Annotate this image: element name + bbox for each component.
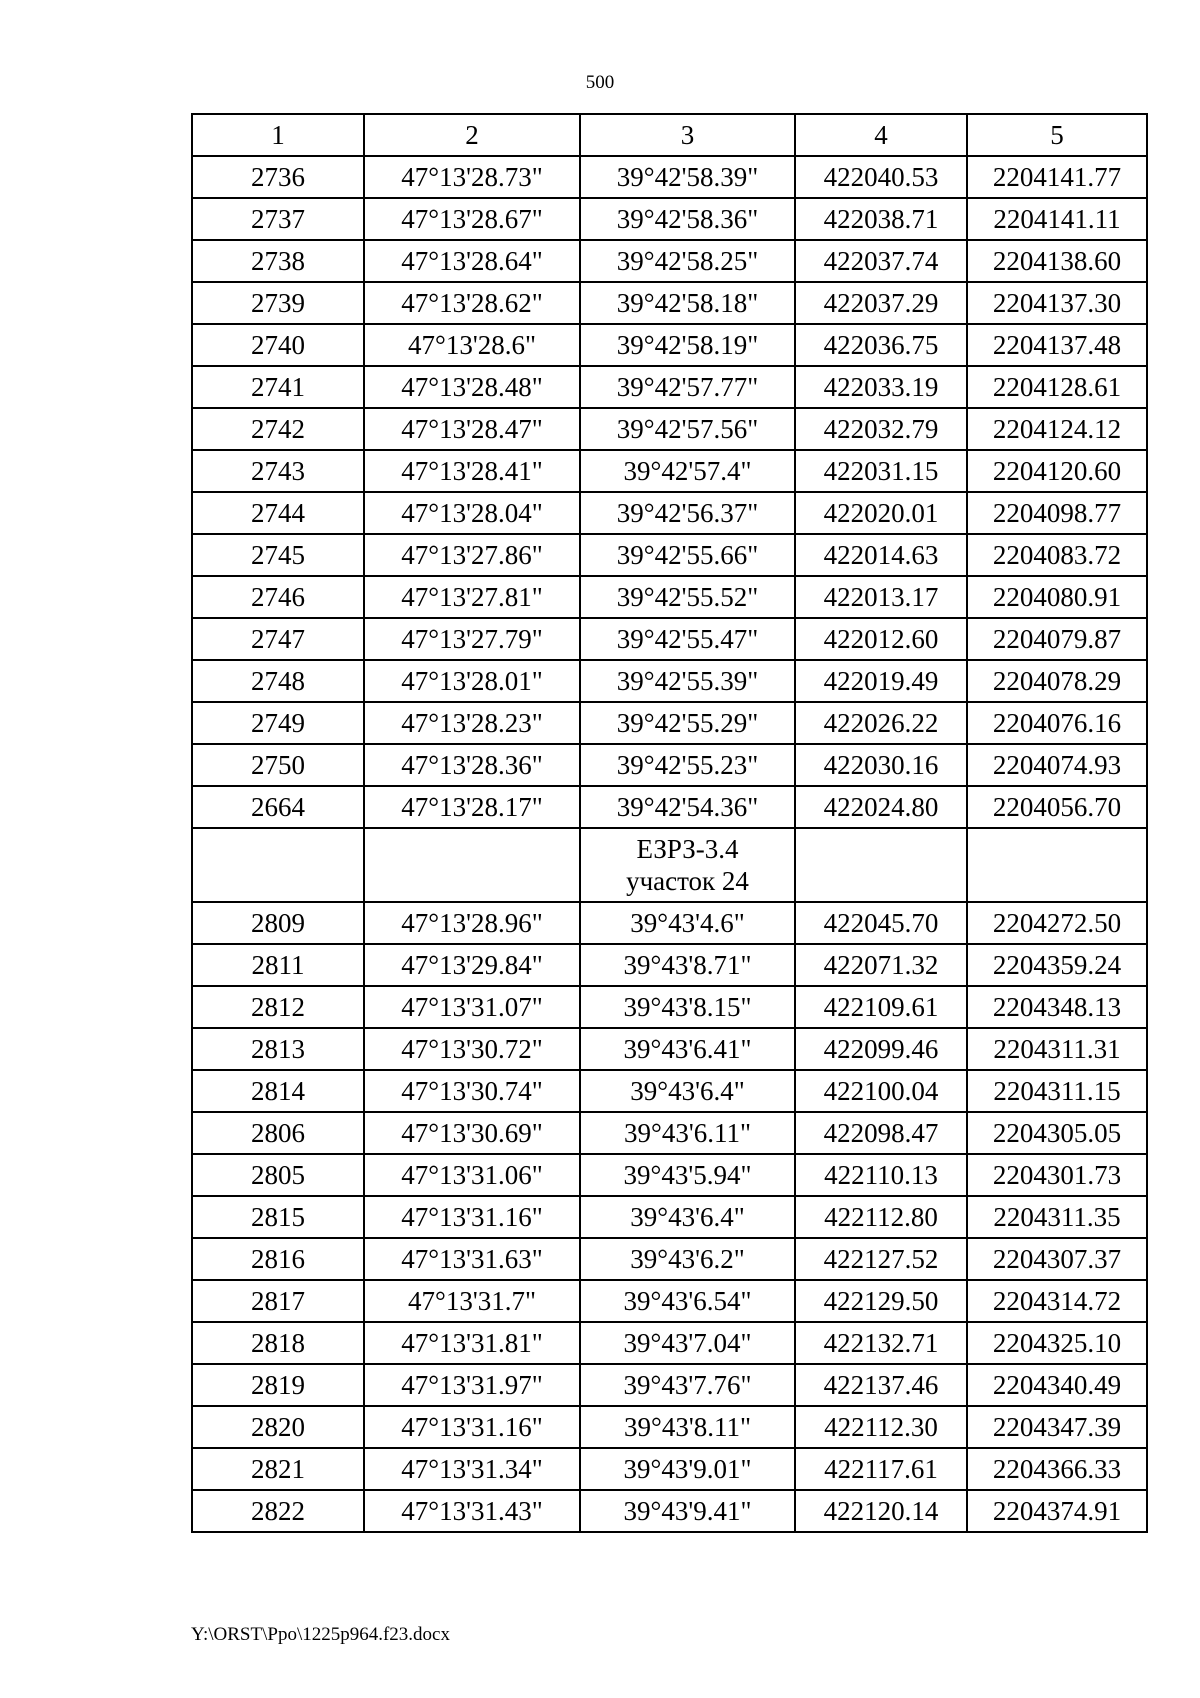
table-cell-col2: 47°13'29.84" <box>364 944 580 986</box>
table-row <box>192 702 1147 744</box>
table-row <box>192 1196 1147 1238</box>
table-cell-col3: 39°43'8.11" <box>580 1406 795 1448</box>
section-label-line1: ЕЗРЗ-3.4 <box>636 834 739 864</box>
table-cell-col1: 2738 <box>192 240 364 282</box>
table-cell-col5: 2204272.50 <box>967 902 1147 944</box>
table-cell-col4: 422019.49 <box>795 660 967 702</box>
table-row <box>192 786 1147 828</box>
table-row <box>192 1406 1147 1448</box>
table-row <box>192 944 1147 986</box>
table-cell-col5: 2204314.72 <box>967 1280 1147 1322</box>
table-cell-col4: 422038.71 <box>795 198 967 240</box>
table-cell-col3: 39°42'58.39" <box>580 156 795 198</box>
table-cell-col1: 2746 <box>192 576 364 618</box>
column-header-5: 5 <box>967 114 1147 156</box>
table-cell-col3: 39°43'6.2" <box>580 1238 795 1280</box>
table-cell-col1: 2750 <box>192 744 364 786</box>
table-cell-col2: 47°13'28.41" <box>364 450 580 492</box>
table-cell-col3: 39°42'55.39" <box>580 660 795 702</box>
table-cell-col1: 2739 <box>192 282 364 324</box>
table-cell-col2: 47°13'28.62" <box>364 282 580 324</box>
table-cell-col1: 2745 <box>192 534 364 576</box>
table-row <box>192 576 1147 618</box>
table-cell-col5: 2204305.05 <box>967 1112 1147 1154</box>
table-row <box>192 534 1147 576</box>
table-cell-col5: 2204124.12 <box>967 408 1147 450</box>
table-cell-col1: 2805 <box>192 1154 364 1196</box>
table-cell-col3: 39°43'6.54" <box>580 1280 795 1322</box>
table-cell-col2: 47°13'30.74" <box>364 1070 580 1112</box>
table-row <box>192 450 1147 492</box>
table-cell-col5: 2204340.49 <box>967 1364 1147 1406</box>
table-cell-col1: 2806 <box>192 1112 364 1154</box>
table-cell-col5: 2204347.39 <box>967 1406 1147 1448</box>
table-row <box>192 986 1147 1028</box>
table-cell-col3: 39°42'55.23" <box>580 744 795 786</box>
page-number: 500 <box>585 72 615 93</box>
section-empty-cell <box>967 828 1147 902</box>
section-label-cell <box>580 828 795 902</box>
table-cell-col5: 2204141.77 <box>967 156 1147 198</box>
table-cell-col5: 2204083.72 <box>967 534 1147 576</box>
table-cell-col2: 47°13'31.43" <box>364 1490 580 1532</box>
table-cell-col1: 2664 <box>192 786 364 828</box>
table-cell-col1: 2744 <box>192 492 364 534</box>
table-row <box>192 1028 1147 1070</box>
table-cell-col3: 39°42'55.66" <box>580 534 795 576</box>
section-row <box>192 828 1147 902</box>
table-cell-col3: 39°43'6.4" <box>580 1196 795 1238</box>
table-cell-col5: 2204366.33 <box>967 1448 1147 1490</box>
table-cell-col4: 422137.46 <box>795 1364 967 1406</box>
table-cell-col3: 39°43'4.6" <box>580 902 795 944</box>
table-cell-col2: 47°13'28.47" <box>364 408 580 450</box>
table-cell-col2: 47°13'31.34" <box>364 1448 580 1490</box>
table-cell-col5: 2204311.35 <box>967 1196 1147 1238</box>
table-cell-col4: 422037.29 <box>795 282 967 324</box>
table-row <box>192 282 1147 324</box>
table-cell-col3: 39°42'58.25" <box>580 240 795 282</box>
table-cell-col4: 422040.53 <box>795 156 967 198</box>
table-row <box>192 1448 1147 1490</box>
table-cell-col4: 422109.61 <box>795 986 967 1028</box>
table-cell-col3: 39°42'55.52" <box>580 576 795 618</box>
table-cell-col4: 422099.46 <box>795 1028 967 1070</box>
table-cell-col3: 39°42'57.77" <box>580 366 795 408</box>
table-cell-col5: 2204307.37 <box>967 1238 1147 1280</box>
table-cell-col4: 422071.32 <box>795 944 967 986</box>
table-cell-col3: 39°43'8.15" <box>580 986 795 1028</box>
table-cell-col4: 422037.74 <box>795 240 967 282</box>
table-cell-col3: 39°43'9.41" <box>580 1490 795 1532</box>
table-body-part1 <box>192 156 1147 828</box>
table-cell-col3: 39°43'6.41" <box>580 1028 795 1070</box>
column-header-1: 1 <box>192 114 364 156</box>
table-cell-col2: 47°13'31.63" <box>364 1238 580 1280</box>
table-cell-col1: 2813 <box>192 1028 364 1070</box>
table-cell-col4: 422129.50 <box>795 1280 967 1322</box>
table-cell-col2: 47°13'31.7" <box>364 1280 580 1322</box>
table-cell-col3: 39°42'56.37" <box>580 492 795 534</box>
table-cell-col5: 2204056.70 <box>967 786 1147 828</box>
table-cell-col2: 47°13'27.86" <box>364 534 580 576</box>
table-row <box>192 660 1147 702</box>
table-cell-col1: 2816 <box>192 1238 364 1280</box>
table-cell-col5: 2204080.91 <box>967 576 1147 618</box>
section-label-line2: участок 24 <box>626 866 749 896</box>
table-cell-col3: 39°43'9.01" <box>580 1448 795 1490</box>
table-cell-col1: 2742 <box>192 408 364 450</box>
table-cell-col1: 2821 <box>192 1448 364 1490</box>
table-cell-col4: 422045.70 <box>795 902 967 944</box>
table-cell-col4: 422127.52 <box>795 1238 967 1280</box>
table-cell-col1: 2818 <box>192 1322 364 1364</box>
table-row <box>192 1154 1147 1196</box>
table-cell-col1: 2737 <box>192 198 364 240</box>
table-cell-col2: 47°13'28.6" <box>364 324 580 366</box>
table-cell-col5: 2204076.16 <box>967 702 1147 744</box>
table-cell-col2: 47°13'31.06" <box>364 1154 580 1196</box>
table-cell-col5: 2204325.10 <box>967 1322 1147 1364</box>
table-cell-col2: 47°13'28.17" <box>364 786 580 828</box>
table-cell-col3: 39°42'55.47" <box>580 618 795 660</box>
column-header-2: 2 <box>364 114 580 156</box>
table-row <box>192 1280 1147 1322</box>
table-cell-col1: 2749 <box>192 702 364 744</box>
table-cell-col3: 39°43'7.76" <box>580 1364 795 1406</box>
table-cell-col1: 2747 <box>192 618 364 660</box>
table-row <box>192 1112 1147 1154</box>
table-cell-col4: 422112.30 <box>795 1406 967 1448</box>
table-cell-col5: 2204137.48 <box>967 324 1147 366</box>
table-cell-col2: 47°13'31.81" <box>364 1322 580 1364</box>
table-row <box>192 618 1147 660</box>
table-row <box>192 156 1147 198</box>
table-cell-col4: 422014.63 <box>795 534 967 576</box>
section-empty-cell <box>364 828 580 902</box>
table-row <box>192 902 1147 944</box>
table-row <box>192 1238 1147 1280</box>
table-cell-col4: 422036.75 <box>795 324 967 366</box>
table-cell-col1: 2811 <box>192 944 364 986</box>
table-cell-col1: 2817 <box>192 1280 364 1322</box>
table-row <box>192 366 1147 408</box>
table-cell-col4: 422032.79 <box>795 408 967 450</box>
table-cell-col4: 422132.71 <box>795 1322 967 1364</box>
table-cell-col5: 2204098.77 <box>967 492 1147 534</box>
table-cell-col1: 2809 <box>192 902 364 944</box>
table-row <box>192 324 1147 366</box>
table-section-body <box>192 828 1147 902</box>
table-cell-col3: 39°43'7.04" <box>580 1322 795 1364</box>
table-cell-col4: 422100.04 <box>795 1070 967 1112</box>
table-cell-col4: 422026.22 <box>795 702 967 744</box>
table-cell-col4: 422117.61 <box>795 1448 967 1490</box>
table-cell-col3: 39°42'57.56" <box>580 408 795 450</box>
table-cell-col2: 47°13'31.97" <box>364 1364 580 1406</box>
table-cell-col2: 47°13'28.01" <box>364 660 580 702</box>
table-cell-col5: 2204128.61 <box>967 366 1147 408</box>
table-cell-col4: 422120.14 <box>795 1490 967 1532</box>
column-header-4: 4 <box>795 114 967 156</box>
table-cell-col2: 47°13'27.81" <box>364 576 580 618</box>
table-cell-col5: 2204079.87 <box>967 618 1147 660</box>
table-row <box>192 1322 1147 1364</box>
table-cell-col5: 2204301.73 <box>967 1154 1147 1196</box>
table-cell-col3: 39°43'6.4" <box>580 1070 795 1112</box>
table-cell-col4: 422012.60 <box>795 618 967 660</box>
table-cell-col5: 2204137.30 <box>967 282 1147 324</box>
table-cell-col4: 422013.17 <box>795 576 967 618</box>
table-cell-col2: 47°13'28.23" <box>364 702 580 744</box>
table-cell-col1: 2822 <box>192 1490 364 1532</box>
table-cell-col1: 2819 <box>192 1364 364 1406</box>
table-cell-col2: 47°13'30.69" <box>364 1112 580 1154</box>
table-cell-col2: 47°13'28.67" <box>364 198 580 240</box>
table-cell-col1: 2815 <box>192 1196 364 1238</box>
table-cell-col4: 422024.80 <box>795 786 967 828</box>
table-cell-col1: 2736 <box>192 156 364 198</box>
table-cell-col5: 2204120.60 <box>967 450 1147 492</box>
table-cell-col3: 39°42'54.36" <box>580 786 795 828</box>
table-cell-col1: 2743 <box>192 450 364 492</box>
table-cell-col3: 39°42'55.29" <box>580 702 795 744</box>
table-cell-col5: 2204374.91 <box>967 1490 1147 1532</box>
table-cell-col5: 2204138.60 <box>967 240 1147 282</box>
table-cell-col4: 422033.19 <box>795 366 967 408</box>
table-cell-col2: 47°13'31.16" <box>364 1406 580 1448</box>
table-row <box>192 1364 1147 1406</box>
table-cell-col1: 2814 <box>192 1070 364 1112</box>
table-cell-col4: 422020.01 <box>795 492 967 534</box>
table-cell-col2: 47°13'28.96" <box>364 902 580 944</box>
table-cell-col2: 47°13'28.04" <box>364 492 580 534</box>
table-cell-col1: 2820 <box>192 1406 364 1448</box>
coordinates-table <box>191 113 1148 1533</box>
table-cell-col3: 39°42'58.19" <box>580 324 795 366</box>
table-cell-col3: 39°43'6.11" <box>580 1112 795 1154</box>
table-cell-col2: 47°13'27.79" <box>364 618 580 660</box>
section-empty-cell <box>795 828 967 902</box>
table-cell-col4: 422030.16 <box>795 744 967 786</box>
table-row <box>192 1490 1147 1532</box>
table-cell-col2: 47°13'28.73" <box>364 156 580 198</box>
table-row <box>192 198 1147 240</box>
table-cell-col2: 47°13'30.72" <box>364 1028 580 1070</box>
section-empty-cell <box>192 828 364 902</box>
table-cell-col5: 2204074.93 <box>967 744 1147 786</box>
table-cell-col4: 422110.13 <box>795 1154 967 1196</box>
table-cell-col5: 2204348.13 <box>967 986 1147 1028</box>
table-cell-col1: 2741 <box>192 366 364 408</box>
table-cell-col2: 47°13'31.16" <box>364 1196 580 1238</box>
table-cell-col5: 2204078.29 <box>967 660 1147 702</box>
column-header-3: 3 <box>580 114 795 156</box>
table-cell-col2: 47°13'28.64" <box>364 240 580 282</box>
footer-file-path: Y:\ORST\Ppo\1225p964.f23.docx <box>191 1624 450 1645</box>
table-cell-col4: 422112.80 <box>795 1196 967 1238</box>
table-cell-col3: 39°42'58.36" <box>580 198 795 240</box>
table-cell-col3: 39°43'5.94" <box>580 1154 795 1196</box>
table-cell-col3: 39°43'8.71" <box>580 944 795 986</box>
table-cell-col4: 422031.15 <box>795 450 967 492</box>
table-cell-col4: 422098.47 <box>795 1112 967 1154</box>
table-cell-col5: 2204359.24 <box>967 944 1147 986</box>
table-cell-col2: 47°13'28.48" <box>364 366 580 408</box>
table-row <box>192 492 1147 534</box>
table-cell-col2: 47°13'31.07" <box>364 986 580 1028</box>
table-row <box>192 240 1147 282</box>
table-cell-col1: 2748 <box>192 660 364 702</box>
table-body-part2 <box>192 902 1147 1532</box>
table-header-row <box>192 114 1147 156</box>
table-row <box>192 408 1147 450</box>
table-row <box>192 1070 1147 1112</box>
table-cell-col5: 2204141.11 <box>967 198 1147 240</box>
table-cell-col1: 2740 <box>192 324 364 366</box>
table-row <box>192 744 1147 786</box>
table-cell-col3: 39°42'57.4" <box>580 450 795 492</box>
table-cell-col2: 47°13'28.36" <box>364 744 580 786</box>
table-cell-col3: 39°42'58.18" <box>580 282 795 324</box>
table-cell-col5: 2204311.31 <box>967 1028 1147 1070</box>
table-cell-col1: 2812 <box>192 986 364 1028</box>
table-cell-col5: 2204311.15 <box>967 1070 1147 1112</box>
